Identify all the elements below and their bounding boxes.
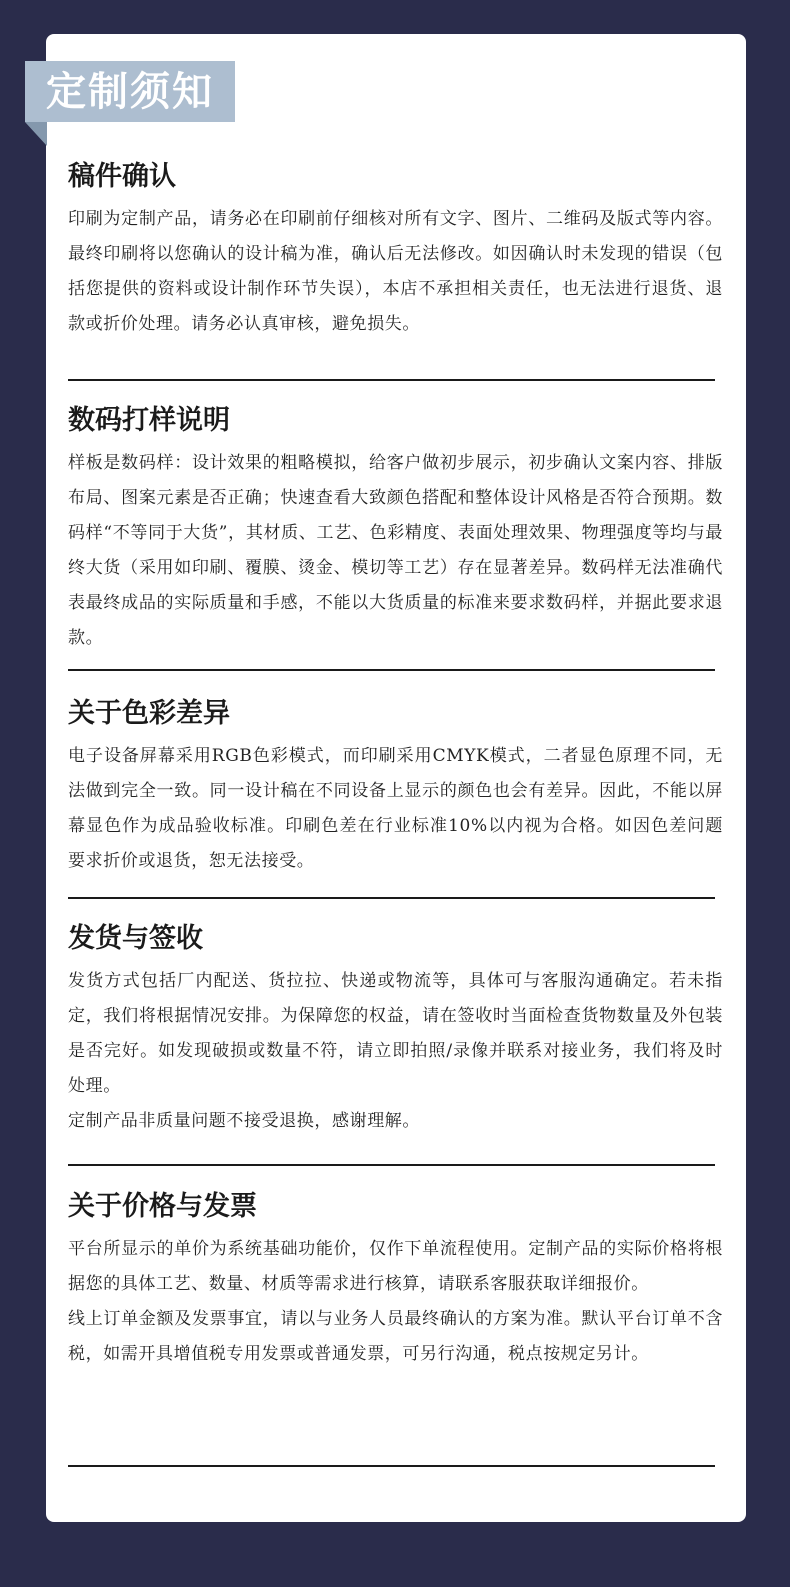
section-divider [68,897,715,899]
page-title: 定制须知 [25,61,235,122]
title-ribbon-fold [25,122,47,146]
section-divider [68,1465,715,1467]
section-paragraph: 发货方式包括厂内配送、货拉拉、快递或物流等，具体可与客服沟通确定。若未指定，我们将根据情况安排。为保障您的权益，请在签收时当面检查货物数量及外包装是否完好。如发现破损或数量不符，请立即拍照/录像并联系对接业务，我们将及时处理。 [68,971,723,1096]
section-paragraph: 印刷为定制产品，请务必在印刷前仔细核对所有文字、图片、二维码及版式等内容。最终印刷将以您确认的设计稿为准，确认后无法修改。如因确认时未发现的错误（包括您提供的资料或设计制作环节失误），本店不承担相关责任，也无法进行退货、退款或折价处理。请务必认真审核，避免损失。 [68,209,723,334]
section-heading: 数码打样说明 [68,405,230,436]
section-color-difference [68,697,723,879]
section-paragraph: 线上订单金额及发票事宜，请以与业务人员最终确认的方案为准。默认平台订单不含税，如需开具增值税专用发票或普通发票，可另行沟通，税点按规定另计。 [68,1309,723,1364]
section-heading: 关于价格与发票 [68,1191,257,1222]
section-paragraph: 电子设备屏幕采用RGB色彩模式，而印刷采用CMYK模式，二者显色原理不同，无法做到完全一致。同一设计稿在不同设备上显示的颜色也会有差异。因此，不能以屏幕显色作为成品验收标准。印刷色差在行业标准10%以内视为合格。如因色差问题要求折价或退货，恕无法接受。 [68,746,723,871]
section-paragraph: 定制产品非质量问题不接受退换，感谢理解。 [68,1111,420,1131]
section-price-invoice [68,1190,723,1372]
section-divider [68,1164,715,1166]
section-heading: 关于色彩差异 [68,698,230,729]
section-heading: 稿件确认 [68,161,176,192]
section-paragraph: 平台所显示的单价为系统基础功能价，仅作下单流程使用。定制产品的实际价格将根据您的具体工艺、数量、材质等需求进行核算，请联系客服获取详细报价。 [68,1239,723,1294]
section-divider [68,379,715,381]
section-paragraph: 样板是数码样：设计效果的粗略模拟，给客户做初步展示，初步确认文案内容、排版布局、图案元素是否正确；快速查看大致颜色搭配和整体设计风格是否符合预期。数码样“不等同于大货”，其材质、工艺、色彩精度、表面处理效果、物理强度等均与最终大货（采用如印刷、覆膜、烫金、模切等工艺）存在显著差异。数码样无法准确代表最终成品的实际质量和手感，不能以大货质量的标准来要求数码样，并据此要求退款。 [68,453,723,648]
section-divider [68,669,715,671]
section-manuscript-confirmation [68,160,723,342]
section-heading: 发货与签收 [68,923,203,954]
section-digital-proof [68,404,723,656]
section-shipping-receipt [68,922,723,1139]
